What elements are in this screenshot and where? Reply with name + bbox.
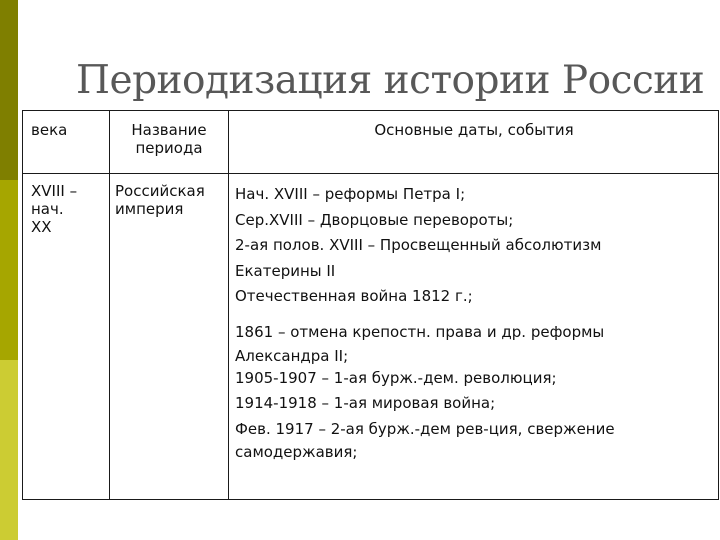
column-divider-2	[228, 111, 229, 499]
period-line: империя	[115, 200, 184, 218]
header-centuries: века	[31, 121, 68, 139]
header-period-name-line1: Название	[131, 121, 207, 139]
cell-events	[235, 182, 717, 462]
century-line: нач.	[31, 200, 64, 218]
period-line: Российская	[115, 182, 205, 200]
event-line: 1914-1918 – 1-ая мировая война;	[235, 394, 496, 413]
header-period-name-line2: периода	[135, 139, 203, 157]
column-divider-1	[109, 111, 110, 499]
event-line: самодержавия;	[235, 443, 358, 462]
cell-centuries	[31, 182, 107, 236]
century-line: XX	[31, 218, 52, 236]
event-line: Нач. XVIII – реформы Петра I;	[235, 185, 466, 203]
header-divider	[23, 173, 718, 174]
sidebar-stripe-mid	[0, 180, 18, 360]
event-line: 1905-1907 – 1-ая бурж.-дем. революция;	[235, 368, 557, 387]
periodization-table	[22, 110, 719, 500]
sidebar-stripe-light	[0, 360, 18, 540]
event-line: 1861 – отмена крепостн. права и др. реформы	[235, 322, 605, 341]
cell-period-name	[115, 182, 227, 218]
event-line: Фев. 1917 – 2-ая бурж.-дем рев-ция, свержение	[235, 419, 615, 438]
event-line: Александра II;	[235, 346, 349, 365]
header-main-dates: Основные даты, события	[374, 121, 574, 139]
event-line: Сер.XVIII – Дворцовые перевороты;	[235, 210, 514, 229]
slide-title: Периодизация истории России	[76, 58, 705, 103]
header-period-name	[111, 121, 227, 157]
event-line: Екатерины II	[235, 261, 336, 280]
sidebar-stripe-dark	[0, 0, 18, 180]
century-line: XVIII –	[31, 182, 78, 200]
event-line: Отечественная война 1812 г.;	[235, 287, 473, 306]
event-line: 2-ая полов. XVIII – Просвещенный абсолютизм	[235, 236, 602, 255]
